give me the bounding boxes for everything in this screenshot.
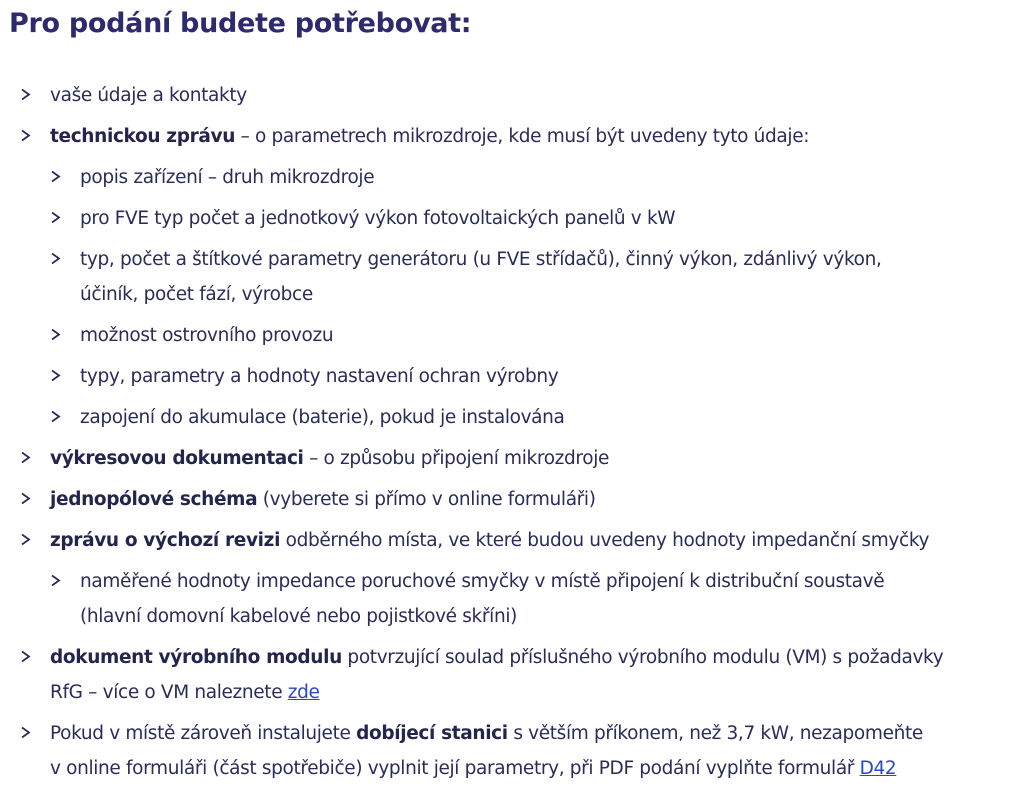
sub-list-item <box>48 400 1003 435</box>
item-text: (vyberete si přímo v online formuláři) <box>257 489 596 510</box>
list-item <box>18 716 1003 786</box>
item-bold: dobíjecí stanici <box>356 723 508 744</box>
chevron-right-icon <box>50 411 61 422</box>
item-text: v online formuláři (část spotřebiče) vyplnit její parametry, při PDF podání vyplňte formulář <box>50 758 860 779</box>
item-text: typ, počet a štítkové parametry generátoru (u FVE střídačů), činný výkon, zdánlivý výkon, <box>80 249 882 270</box>
list-item <box>18 119 1003 435</box>
item-bold: zprávu o výchozí revizi <box>50 530 281 551</box>
item-text: naměřené hodnoty impedance poruchové smyčky v místě připojení k distribuční soustavě <box>80 571 885 592</box>
item-text: (hlavní domovní kabelové nebo pojistkové skříni) <box>80 606 517 627</box>
chevron-right-icon <box>20 534 31 545</box>
item-text: – o parametrech mikrozdroje, kde musí být uvedeny tyto údaje: <box>235 126 810 147</box>
item-text: Pokud v místě zároveň instalujete <box>50 723 357 744</box>
item-text: RfG – více o VM naleznete <box>50 682 288 703</box>
sub-list-item <box>48 359 1003 394</box>
chevron-right-icon <box>50 329 61 340</box>
item-bold: výkresovou dokumentaci <box>50 448 304 469</box>
chevron-right-icon <box>20 727 31 738</box>
list-item <box>18 78 1003 113</box>
item-text: typy, parametry a hodnoty nastavení ochran výrobny <box>80 366 559 387</box>
sub-list-item <box>48 318 1003 353</box>
item-text: – o způsobu připojení mikrozdroje <box>303 448 610 469</box>
sub-list-item <box>48 160 1003 195</box>
d42-form-link[interactable]: D42 <box>859 758 897 779</box>
item-text: odběrného místa, ve které budou uvedeny hodnoty impedanční smyčky <box>280 530 930 551</box>
item-text: popis zařízení – druh mikrozdroje <box>80 167 375 188</box>
list-item <box>18 441 1003 476</box>
item-text: s větším příkonem, než 3,7 kW, nezapomeňte <box>507 723 923 744</box>
chevron-right-icon <box>50 171 61 182</box>
chevron-right-icon <box>50 212 61 223</box>
sub-list <box>48 564 1003 634</box>
item-bold: technickou zprávu <box>50 126 236 147</box>
sub-list-item <box>48 242 1003 312</box>
list-item <box>18 523 1003 634</box>
chevron-right-icon <box>50 370 61 381</box>
item-text: pro FVE typ počet a jednotkový výkon fotovoltaických panelů v kW <box>80 208 676 229</box>
chevron-right-icon <box>20 493 31 504</box>
chevron-right-icon <box>50 575 61 586</box>
sub-list-item <box>48 201 1003 236</box>
list-item <box>18 640 1003 710</box>
chevron-right-icon <box>20 651 31 662</box>
chevron-right-icon <box>20 89 31 100</box>
list-item <box>18 482 1003 517</box>
item-text: účiník, počet fází, výrobce <box>80 284 313 305</box>
section-heading: Pro podání budete potřebovat: <box>9 8 472 39</box>
item-text: vaše údaje a kontakty <box>50 85 247 106</box>
item-bold: dokument výrobního modulu <box>50 647 342 668</box>
item-bold: jednopólové schéma <box>50 489 258 510</box>
chevron-right-icon <box>20 130 31 141</box>
sub-list-item <box>48 564 1003 634</box>
vm-info-link[interactable]: zde <box>287 682 320 703</box>
chevron-right-icon <box>50 253 61 264</box>
chevron-right-icon <box>20 452 31 463</box>
item-text: možnost ostrovního provozu <box>80 325 334 346</box>
sub-list <box>48 160 1003 435</box>
item-text: potvrzující soulad příslušného výrobního modulu (VM) s požadavky <box>341 647 944 668</box>
requirements-list <box>18 78 1003 792</box>
item-text: zapojení do akumulace (baterie), pokud je instalována <box>80 407 565 428</box>
